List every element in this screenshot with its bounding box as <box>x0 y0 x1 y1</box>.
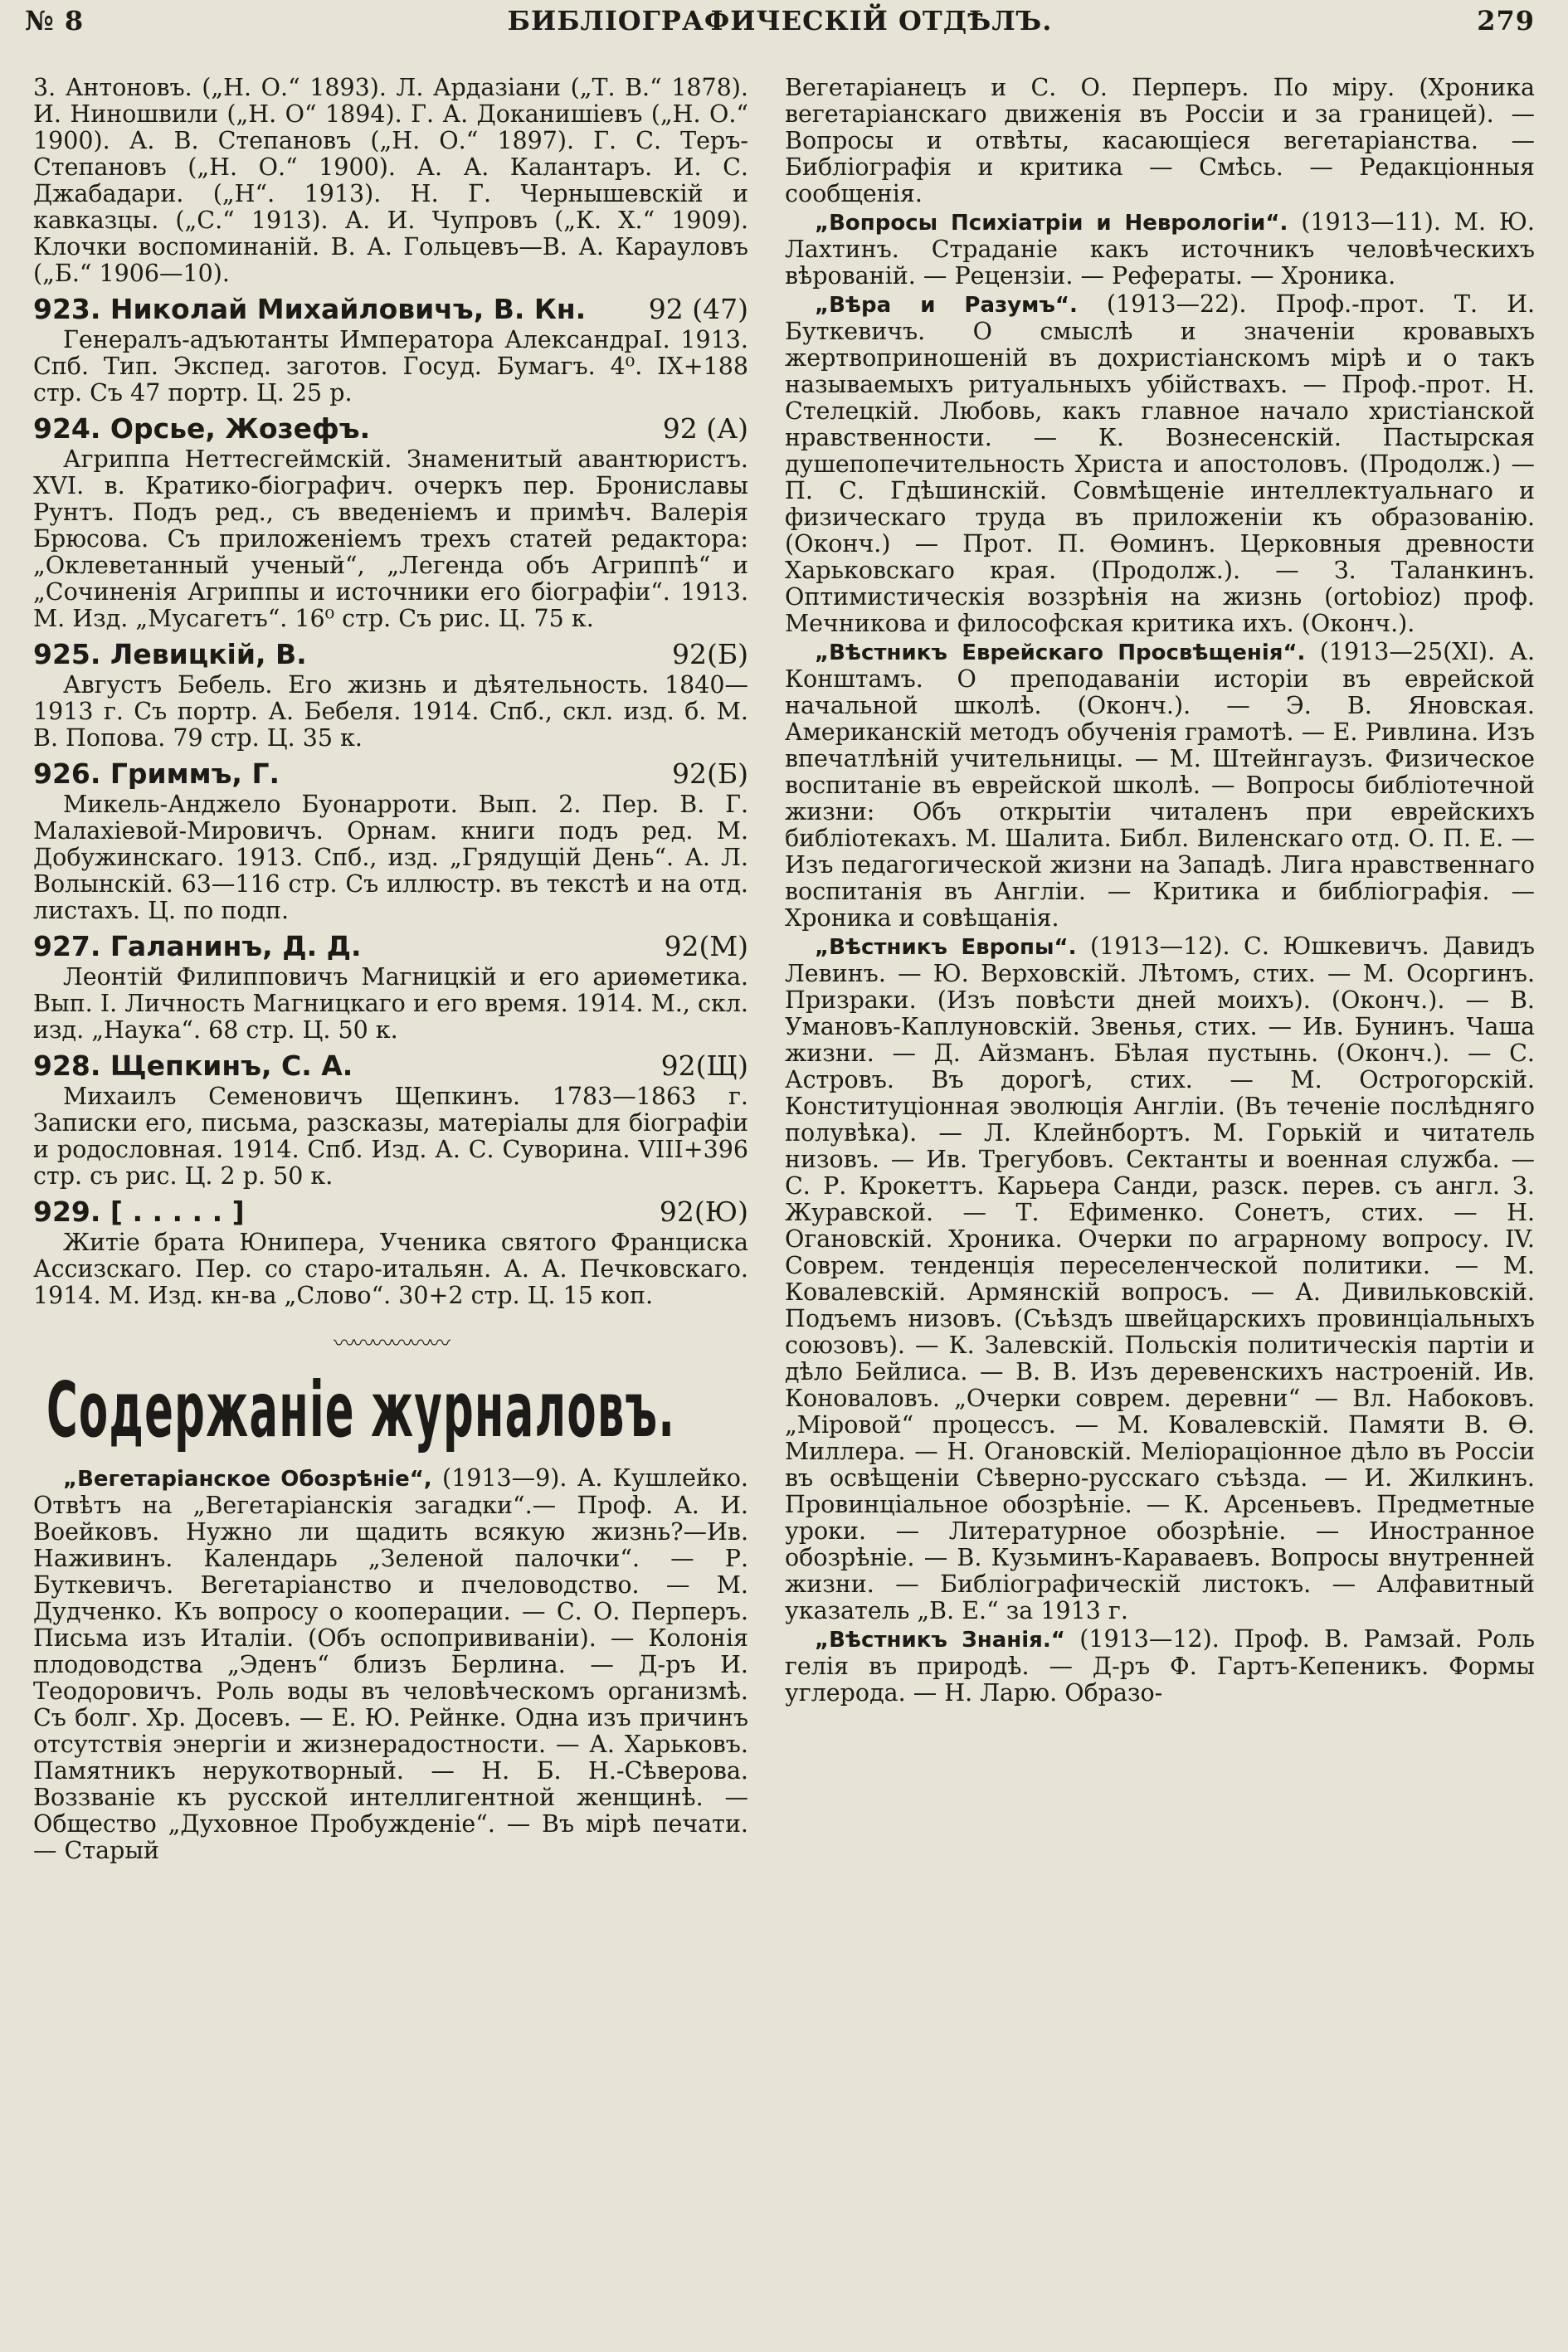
journal-title: „Вопросы Психіатріи и Неврологіи“. <box>815 211 1288 236</box>
entry-heading: 925. Левицкій, В. <box>33 638 307 670</box>
journal-contents: (1913—9). А. Кушлейко. Отвѣтъ на „Вегетаріанскія загадки“.— Проф. А. И. Воейковъ. Нужно ли щадить всякую жизнь?—Ив. Наживинъ. Календарь „Зеленой палочки“. — Р. Буткевичъ. Вегетаріанство и пчеловодство. — М. Дудченко. Къ вопросу о кооперации. — С. О. Перперъ. Письма изъ Италіи. (Объ оспопрививаніи). — Колонія плодоводства „Эденъ“ близъ Берлина. — Д-ръ И. Теодоровичъ. Роль воды въ человѣческомъ организмѣ. Съ болг. Хр. Досевъ. — Е. Ю. Рейнке. Одна изъ причинъ отсутствія энергіи и жизнерадостности. — А. Харьковъ. Памятникъ нерукотворный. — Н. Б. Н.-Сѣверова. Воззваніе къ русской интеллигентной женщинѣ. — Общество „Духовное Пробужденіе“. — Въ мірѣ печати. — Старый <box>33 1464 748 1864</box>
issue-number: № 8 <box>25 5 85 37</box>
journal-contents: (1913—25(XI). А. Конштамъ. О преподаваніи исторіи въ еврейской начальной школѣ. (Оконч.). — Э. В. Яновская. Американскій методъ обученія грамотѣ. — Е. Ривлина. Изъ впечатлѣній учительницы. — М. Штейнгаузъ. Физическое воспитаніе въ еврейской школѣ. — Вопросы библіотечной жизни: Объ открытіи читаленъ при еврейскихъ библіотекахъ. М. Шалита. Библ. Виленскаго отд. О. П. Е. — Изъ педагогической жизни на Западѣ. Лига нравственнаго воспитанія въ Англіи. — Критика и библіографія. — Хроника и совѣщанія. <box>785 638 1536 932</box>
entry-body: Леонтій Филипповичъ Магницкій и его ариѳметика. Вып. I. Личность Магницкаго и его время. 1914. М., скл. изд. „Наука“. 68 стр. Ц. 50 к. <box>33 963 748 1044</box>
journal-title: „Вѣстникъ Еврейскаго Просвѣщенія“. <box>815 640 1306 665</box>
section-header-title: БИБЛІОГРАФИЧЕСКІЙ ОТДѢЛЪ. <box>507 5 1053 37</box>
entry-927 <box>33 929 748 1044</box>
journal-entry <box>785 639 1535 932</box>
entry-body: Микель-Анджело Буонарроти. Вып. 2. Пер. В. Г. Малахіевой-Мировичъ. Орнам. книги подъ ред. М. Добужинскаго. 1913. Спб., изд. „Грядущій День“. А. Л. Волынскій. 63—116 стр. Съ иллюстр. въ текстѣ и на отд. листахъ. Ц. по подп. <box>33 791 748 924</box>
entry-923 <box>33 292 748 407</box>
journal-contents: (1913—22). Проф.-прот. Т. И. Буткевичъ. О смыслѣ и значеніи кровавыхъ жертвоприношеній въ дохристіанскомъ мірѣ и о такъ называемыхъ ритуальныхъ убійствахъ. — Проф.-прот. Н. Стелецкій. Любовь, какъ главное начало христіанской нравственности. — К. Вознесенскій. Пастырская душепопечительность Христа и апостоловъ. (Продолж.) — П. С. Гдѣшинскій. Совмѣщеніе интеллектуальнаго и физическаго труда въ приложеніи къ образованію. (Оконч.) — Прот. П. Ѳоминъ. Церковныя древности Харьковскаго края. (Продолж.). — З. Таланкинъ. Оптимистическія воззрѣнія на жизнь (ortobioz) проф. Мечникова и философская критика ихъ. (Оконч.). <box>785 290 1536 637</box>
decorative-rule: 〰〰〰〰〰〰 <box>333 1332 448 1356</box>
entry-heading: 924. Орсье, Жозефъ. <box>33 412 371 445</box>
continued-text: Вегетаріанецъ и С. О. Перперъ. По міру. (Хроника вегетаріанскаго движенія въ Россіи и за границей). — Вопросы и отвѣты, касающіеся вегетаріанства. — Библіографія и критика — Смѣсь. — Редакціонныя сообщенія. <box>785 74 1535 207</box>
entry-body: Генералъ-адъютанты Императора АлександраI. 1913. Спб. Тип. Экспед. заготов. Госуд. Бумагъ. 4⁰. IX+188 стр. Съ 47 портр. Ц. 25 р. <box>33 326 748 407</box>
entry-body: Агриппа Неттесгеймскій. Знаменитый авантюристъ. XVI. в. Кратико-біографич. очеркъ пер. Брониславы Рунтъ. Подъ ред., съ введеніемъ и примѣч. Валерія Брюсова. Съ приложеніемъ трехъ статей редактора: „Оклеветанный ученый“, „Легенда объ Агриппѣ“ и „Сочиненія Агриппы и источники его біографіи“. 1913. М. Изд. „Мусагетъ“. 16⁰ стр. Съ рис. Ц. 75 к. <box>33 446 748 632</box>
continued-text: 3. Антоновъ. („Н. О.“ 1893). Л. Ардазіани („Т. В.“ 1878). И. Ниношвили („Н. О“ 1894). Г. А. Доканишіевъ („Н. О.“ 1900). А. В. Степановъ („Н. О.“ 1897). Г. С. Теръ-Степановъ („Н. О.“ 1900). А. А. Калантаръ. И. С. Джабадари. („Н“. 1913). Н. Г. Чернышевскій и кавказцы. („С.“ 1913). А. И. Чупровъ („К. Х.“ 1909). Клочки воспоминаній. В. А. Гольцевъ—В. А. Карауловъ („Б.“ 1906—10). <box>33 74 748 287</box>
journal-entry <box>785 1626 1535 1707</box>
entry-heading: 929. [ . . . . . ] <box>33 1195 245 1228</box>
journal-title: „Вѣстникъ Знанія.“ <box>815 1628 1065 1653</box>
entry-class: 92(Ю) <box>659 1195 748 1228</box>
entry-body: Михаилъ Семеновичъ Щепкинъ. 1783—1863 г. Записки его, письма, разсказы, матеріалы для біографіи и родословная. 1914. Спб. Изд. А. С. Суворина. VIII+396 стр. съ рис. Ц. 2 р. 50 к. <box>33 1083 748 1190</box>
entry-class: 92 (47) <box>648 293 748 325</box>
entry-class: 92(М) <box>664 930 748 962</box>
entry-heading: 923. Николай Михайловичъ, В. Кн. <box>33 293 587 325</box>
entry-class: 92(Б) <box>672 638 748 670</box>
journal-entry <box>785 209 1535 290</box>
entry-class: 92(Б) <box>672 757 748 790</box>
entry-924 <box>33 411 748 632</box>
entry-929 <box>33 1195 748 1309</box>
journal-title: „Вегетаріанское Обозрѣніе“, <box>63 1467 432 1492</box>
journal-entry <box>33 1465 748 1864</box>
journal-contents: (1913—12). Проф. В. Рамзай. Роль гелія въ природѣ. — Д-ръ Ф. Гартъ-Кепеникъ. Формы углерода. — Н. Ларю. Образо- <box>785 1625 1535 1707</box>
running-header <box>25 5 1535 41</box>
journal-contents: (1913—12). С. Юшкевичъ. Давидъ Левинъ. — Ю. Верховскій. Лѣтомъ, стих. — М. Осоргинъ. Призраки. (Изъ повѣсти дней моихъ). (Оконч.). — В. Умановъ-Каплуновскій. Звенья, стих. — Ив. Бунинъ. Чаша жизни. — Д. Айзманъ. Бѣлая пустынь. (Оконч.). — С. Астровъ. Въ дорогѣ, стих. — М. Острогорскій. Конституціонная эволюція Англіи. (Въ теченіе послѣдняго полувѣка). — Л. Клейнбортъ. М. Горькій и читатель низовъ. — Ив. Трегубовъ. Сектанты и военная служба. — С. Р. Крокеттъ. Карьера Санди, разск. перев. съ англ. З. Журавской. — Т. Ефименко. Сонетъ, стих. — Н. Огановскій. Хроника. Очерки по аграрному вопросу. IV. Соврем. тенденція переселенческой политики. — М. Ковалевскій. Армянскій вопросъ. — А. Дивильковскій. Подъемъ низовъ. (Съѣздъ швейцарскихъ провинціальныхъ союзовъ). — К. Залевскій. Польскія политическія партіи и дѣло Бейлиса. — В. В. Изъ деревенскихъ настроеній. Ив. Коноваловъ. „Очерки соврем. деревни“ — Вл. Набоковъ. „Міровой“ процессъ. — М. Ковалевскій. Памяти В. Ѳ. Миллера. — Н. Огановскій. Меліораціонное дѣло въ Россіи въ освѣщеніи Сѣверно-русскаго съѣзда. — И. Жилкинъ. Провинціальное обозрѣніе. — К. Арсеньевъ. Предметные уроки. — Литературное обозрѣніе. — Иностранное обозрѣніе. — В. Кузьминъ-Караваевъ. Вопросы внутренней жизни. — Библіографическій листокъ. — Алфавитный указатель „В. Е.“ за 1913 г. <box>785 933 1535 1624</box>
entry-class: 92 (А) <box>662 412 748 445</box>
right-column <box>785 75 1535 1708</box>
entry-body: Августъ Бебель. Его жизнь и дѣятельность. 1840—1913 г. Съ портр. А. Бебеля. 1914. Спб., скл. изд. б. М. В. Попова. 79 стр. Ц. 35 к. <box>33 671 748 752</box>
journal-title: „Вѣстникъ Европы“. <box>815 935 1077 960</box>
journal-contents: (1913—11). М. Ю. Лахтинъ. Страданіе какъ источникъ человѣческихъ вѣрованій. — Рецензіи. — Рефераты. — Хроника. <box>785 208 1535 290</box>
entry-925 <box>33 637 748 752</box>
entry-heading: 928. Щепкинъ, С. А. <box>33 1049 353 1082</box>
entry-heading: 927. Галанинъ, Д. Д. <box>33 930 362 962</box>
section-title: Содержаніе журналовъ. <box>46 1366 676 1454</box>
entry-928 <box>33 1049 748 1190</box>
journal-entry <box>785 933 1535 1624</box>
page-number: 279 <box>1477 5 1535 37</box>
left-column <box>33 75 748 1866</box>
entry-926 <box>33 757 748 924</box>
journal-entry <box>785 291 1535 637</box>
entry-class: 92(Щ) <box>660 1049 748 1082</box>
entry-body: Житіе брата Юнипера, Ученика святого Франциска Ассизскаго. Пер. со старо-итальян. А. А. Печковскаго. 1914. М. Изд. кн-ва „Слово“. 30+2 стр. Ц. 15 коп. <box>33 1229 748 1309</box>
entry-heading: 926. Гриммъ, Г. <box>33 757 280 790</box>
journal-title: „Вѣра и Разумъ“. <box>815 293 1078 318</box>
